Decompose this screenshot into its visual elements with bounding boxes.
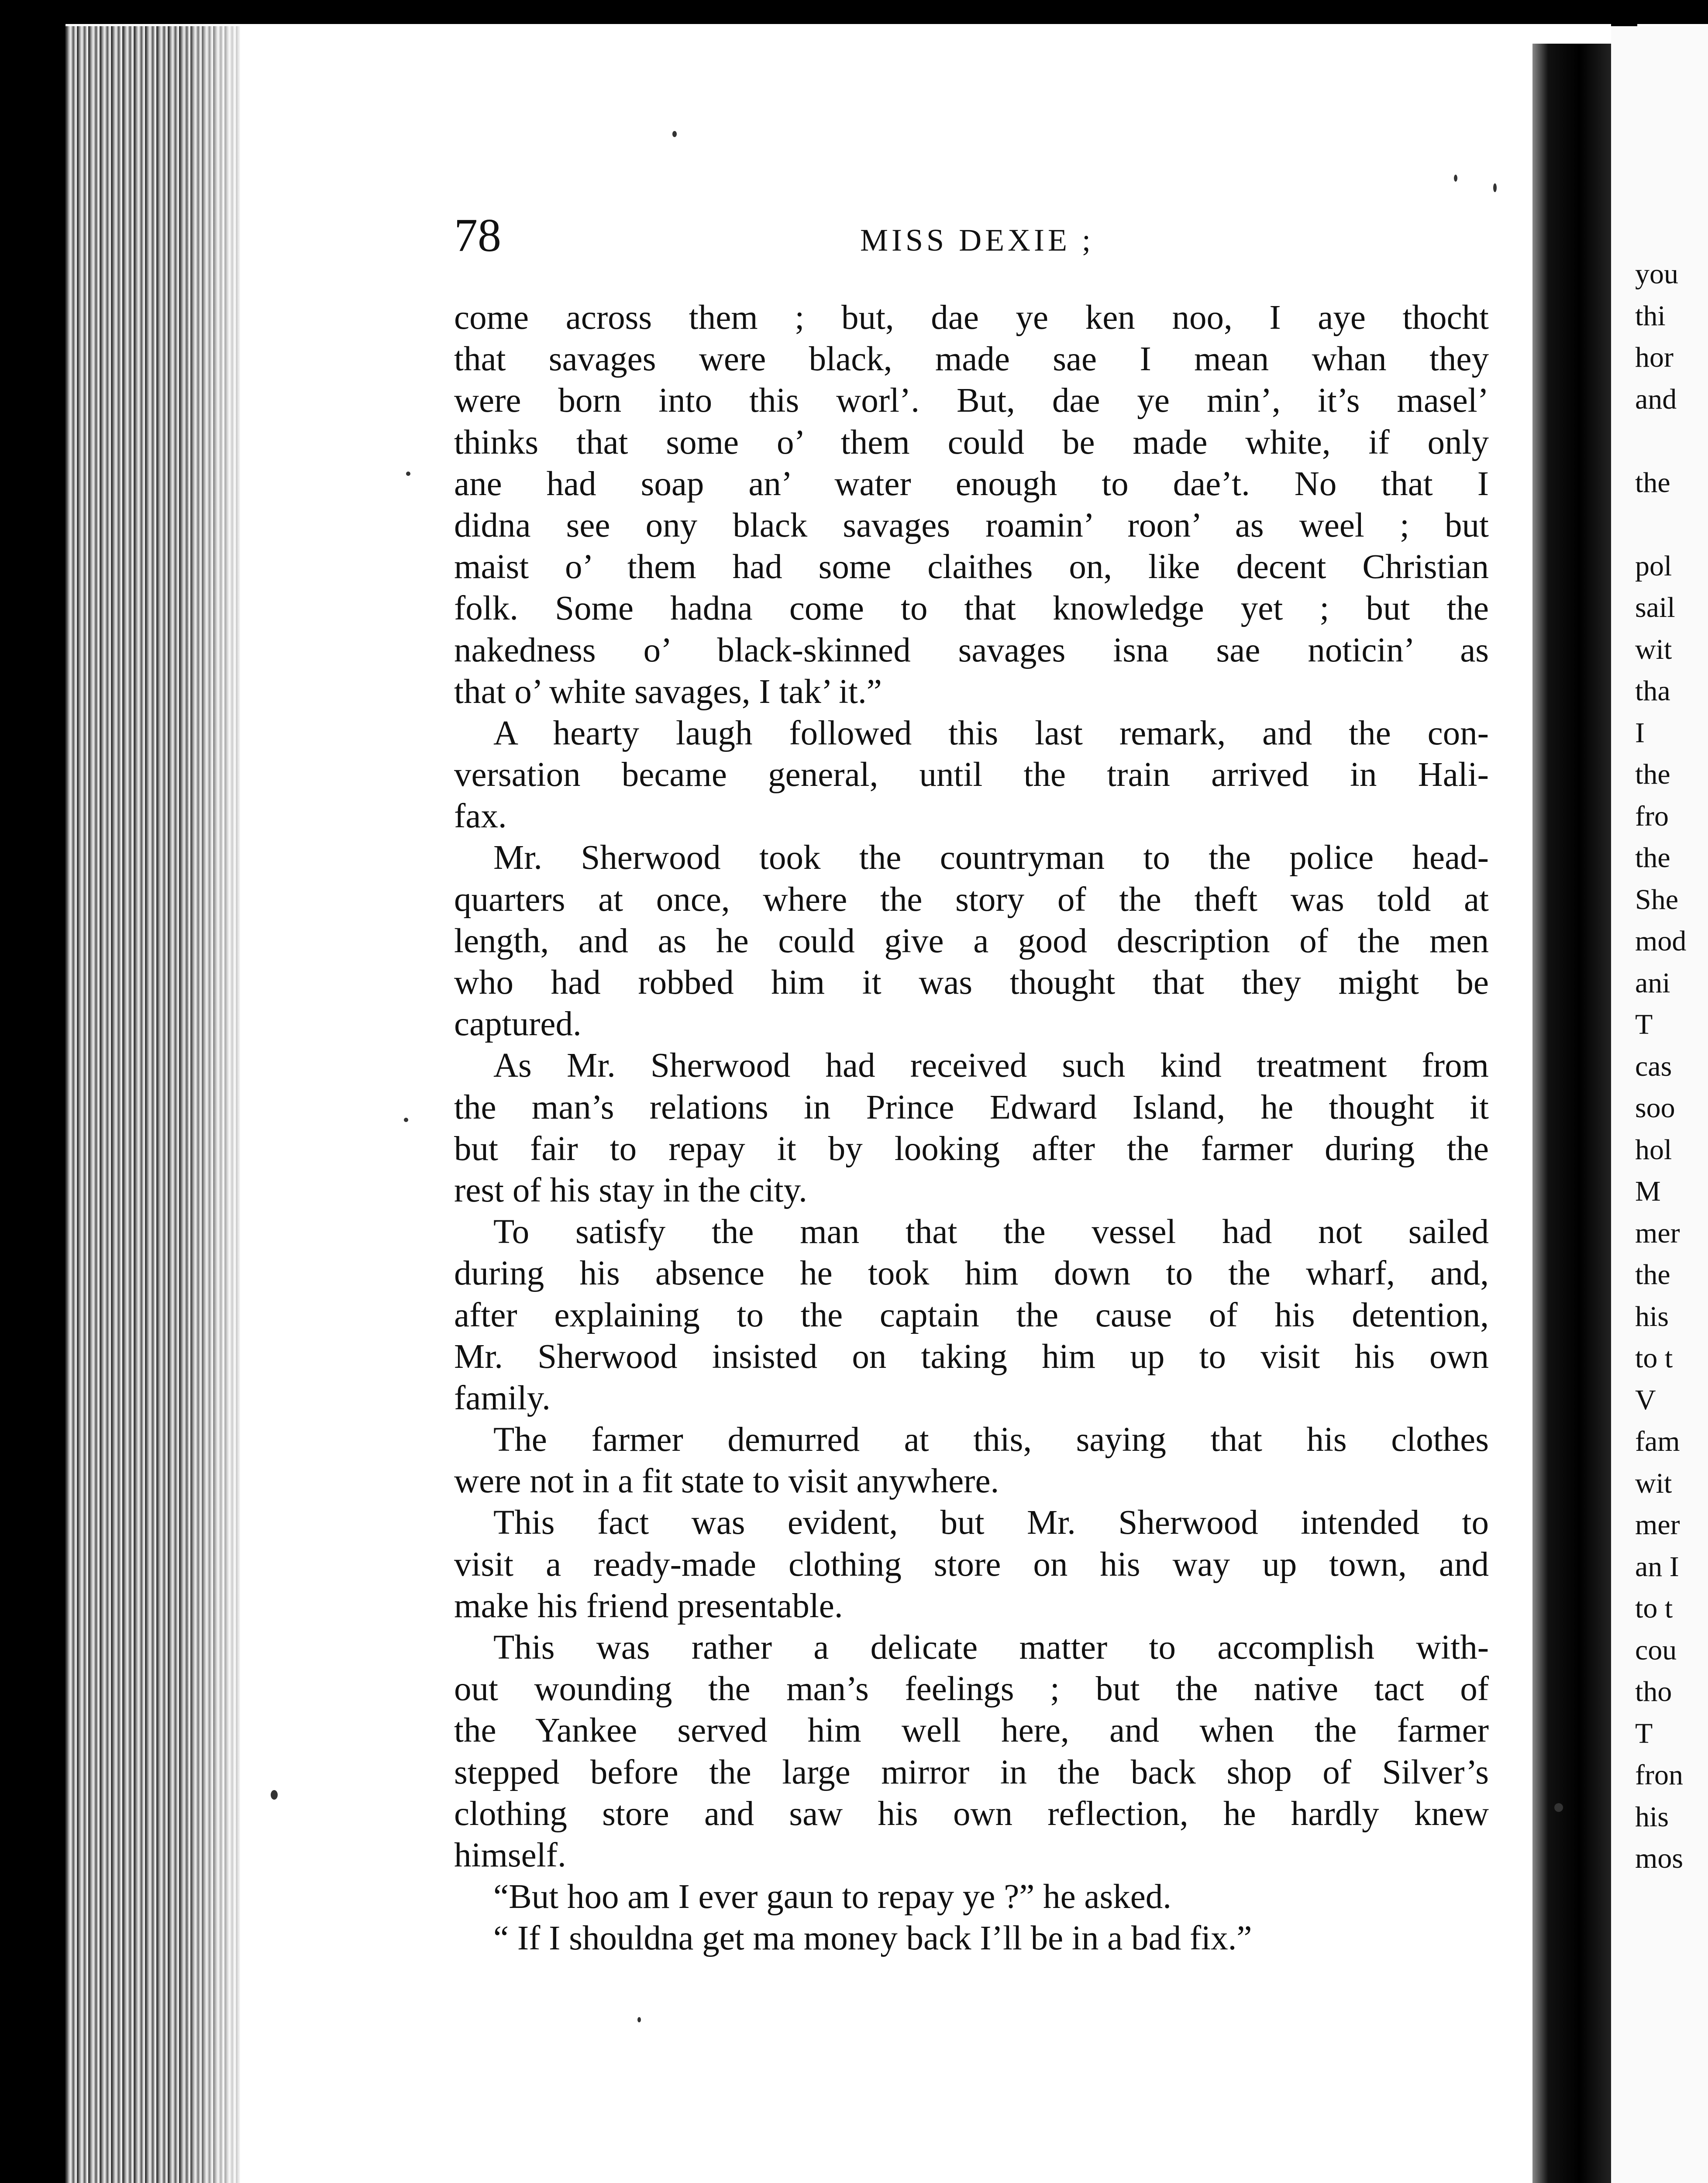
- text-line: A hearty laugh followed this last remark, and the con-: [493, 714, 1489, 752]
- text-line: fax.: [454, 797, 507, 836]
- text-line: who had robbed him it was thought that they might be: [454, 964, 1489, 1002]
- speck: [404, 1118, 408, 1122]
- facing-fragment: tha: [1635, 675, 1670, 707]
- speck: [271, 1790, 278, 1800]
- speck: [1493, 183, 1497, 192]
- text-line: This was rather a delicate matter to accomplish with-: [493, 1629, 1489, 1667]
- facing-fragment: cas: [1635, 1050, 1672, 1082]
- facing-fragment: his: [1635, 1801, 1669, 1833]
- facing-fragment: and: [1635, 383, 1677, 415]
- text-line: were not in a fit state to visit anywhere.: [454, 1462, 999, 1501]
- facing-fragment: T: [1635, 1009, 1653, 1040]
- text-line: the Yankee served him well here, and when the farmer: [454, 1711, 1489, 1750]
- facing-fragment: I: [1635, 716, 1645, 749]
- facing-fragment: hor: [1635, 341, 1674, 373]
- facing-fragment: V: [1635, 1384, 1656, 1416]
- text-line: folk. Some hadna come to that knowledge yet ; but the: [454, 589, 1489, 628]
- facing-fragment: the: [1635, 758, 1670, 790]
- speck: [406, 472, 410, 476]
- speck: [1454, 175, 1457, 182]
- facing-fragment: soo: [1635, 1092, 1675, 1124]
- speck: [637, 2017, 641, 2022]
- facing-fragment: ani: [1635, 967, 1670, 999]
- facing-fragment: mer: [1635, 1509, 1680, 1541]
- text-line: “ If I shouldna get ma money back I’ll be in a bad fix.”: [493, 1919, 1252, 1958]
- text-line: captured.: [454, 1005, 582, 1043]
- speck: [1554, 1803, 1563, 1812]
- text-line: versation became general, until the train arrived in Hali-: [454, 756, 1489, 794]
- running-head: MISS DEXIE ;: [860, 223, 1095, 258]
- facing-fragment: to t: [1635, 1342, 1673, 1374]
- text-line: himself.: [454, 1836, 566, 1874]
- text-line: that savages were black, made sae I mean whan they: [454, 340, 1489, 379]
- text-line: ane had soap an’ water enough to dae’t. No that I: [454, 465, 1489, 503]
- facing-fragment: the: [1635, 842, 1670, 874]
- text-line: rest of his stay in the city.: [454, 1171, 807, 1209]
- facing-fragment: M: [1635, 1175, 1661, 1207]
- facing-fragment: the: [1635, 466, 1670, 499]
- text-line: This fact was evident, but Mr. Sherwood intended to: [493, 1504, 1489, 1542]
- text-line: visit a ready-made clothing store on his way up town, and: [454, 1545, 1489, 1584]
- text-line: As Mr. Sherwood had received such kind treatment from: [493, 1047, 1489, 1085]
- facing-fragment: fro: [1635, 800, 1669, 832]
- text-line: make his friend presentable.: [454, 1587, 843, 1625]
- facing-fragment: thi: [1635, 300, 1666, 332]
- facing-fragment: fam: [1635, 1425, 1680, 1457]
- page-number: 78: [454, 210, 501, 262]
- facing-fragment: mer: [1635, 1217, 1680, 1249]
- text-line: were born into this worl’. But, dae ye min’, it’s masel’: [454, 382, 1489, 420]
- facing-fragment: his: [1635, 1300, 1669, 1333]
- facing-fragment: She: [1635, 883, 1678, 916]
- text-line: “But hoo am I ever gaun to repay ye ?” he asked.: [493, 1878, 1172, 1916]
- text-line: that o’ white savages, I tak’ it.”: [454, 672, 882, 711]
- text-line: didna see ony black savages roamin’ roon’ as weel ; but: [454, 506, 1489, 544]
- facing-fragment: wit: [1635, 1467, 1672, 1499]
- facing-fragment: mos: [1635, 1842, 1684, 1874]
- text-line: quarters at once, where the story of the theft was told at: [454, 880, 1489, 919]
- facing-fragment: cou: [1635, 1634, 1677, 1666]
- text-line: but fair to repay it by looking after the farmer during the: [454, 1129, 1489, 1168]
- text-line: length, and as he could give a good description of the men: [454, 922, 1489, 960]
- text-line: the man’s relations in Prince Edward Island, he thought it: [454, 1088, 1489, 1126]
- facing-fragment: the: [1635, 1259, 1670, 1291]
- text-line: To satisfy the man that the vessel had not sailed: [493, 1213, 1489, 1251]
- facing-fragment: T: [1635, 1717, 1653, 1749]
- text-line: stepped before the large mirror in the back shop of Silver’s: [454, 1753, 1489, 1791]
- text-line: during his absence he took him down to the wharf, and,: [454, 1254, 1489, 1293]
- text-line: family.: [454, 1379, 551, 1417]
- facing-fragment: you: [1635, 258, 1678, 290]
- text-line: after explaining to the captain the cause of his detention,: [454, 1296, 1489, 1334]
- text-line: out wounding the man’s feelings ; but the native tact of: [454, 1670, 1489, 1708]
- facing-fragment: sail: [1635, 592, 1675, 623]
- facing-fragment: tho: [1635, 1676, 1672, 1708]
- speck: [672, 131, 677, 137]
- text-line: clothing store and saw his own reflection, he hardly knew: [454, 1794, 1489, 1833]
- text-line: thinks that some o’ them could be made white, if only: [454, 423, 1489, 461]
- facing-fragment: fron: [1635, 1759, 1683, 1791]
- text-line: The farmer demurred at this, saying that his clothes: [493, 1421, 1489, 1459]
- text-line: come across them ; but, dae ye ken noo, I aye thocht: [454, 299, 1489, 337]
- text-line: Mr. Sherwood took the countryman to the police head-: [493, 839, 1489, 877]
- facing-fragment: wit: [1635, 633, 1672, 665]
- facing-fragment: an I: [1635, 1550, 1679, 1583]
- text-line: nakedness o’ black-skinned savages isna sae noticin’ as: [454, 631, 1489, 669]
- facing-fragment: mod: [1635, 925, 1687, 957]
- facing-fragment: hol: [1635, 1133, 1672, 1166]
- facing-fragment: pol: [1635, 550, 1672, 582]
- text-line: maist o’ them had some claithes on, like decent Christian: [454, 548, 1489, 586]
- facing-fragment: to t: [1635, 1592, 1673, 1624]
- text-line: Mr. Sherwood insisted on taking him up to visit his own: [454, 1337, 1489, 1376]
